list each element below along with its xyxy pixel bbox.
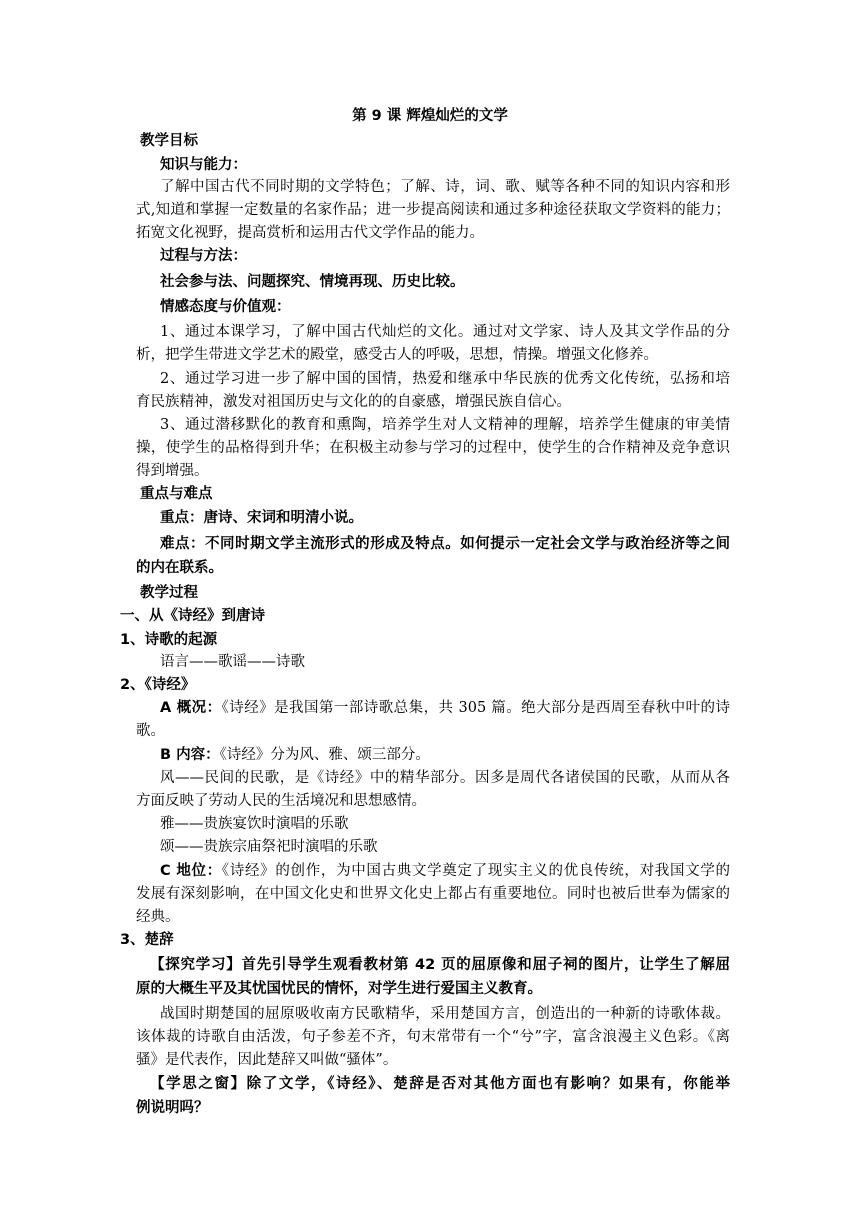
hard-point-line-2: 的内在联系。 <box>136 560 223 576</box>
hard-point-line-1 <box>160 534 730 554</box>
explore-line-1: 【探究学习】首先引导学生观看教材第 42 页的屈原像和屈子祠的图片，让学生了解屈 <box>150 957 730 973</box>
chuci-line-3: 骚》是代表作，因此楚辞又叫做“骚体”。 <box>136 1052 398 1068</box>
knowledge-heading: 知识与能力： <box>160 157 247 173</box>
chuci-line-1: 战国时期楚国的屈原吸收南方民歌精华，采用楚国方言，创造出的一种新的诗歌体裁。 <box>160 1006 730 1022</box>
shijing-status-text-1: 《诗经》的创作，为中国古典文学奠定了现实主义的优良传统，对我国文学的 <box>221 863 730 879</box>
subsection-3-heading: 3、楚辞 <box>120 932 174 948</box>
key-point-label: 重点： <box>160 510 204 526</box>
knowledge-line-2: 式,知道和掌握一定数量的名家作品；进一步提高阅读和通过多种途径获取文学资料的能力； <box>136 202 730 218</box>
feng-line-2: 方面反映了劳动人民的生活境况和思想感情。 <box>136 793 426 809</box>
shijing-overview-line-1 <box>160 698 730 718</box>
hard-point-label: 难点： <box>160 536 206 552</box>
feng-line-1: 风——民间的民歌，是《诗经》中的精华部分。因多是周代各诸侯国的民歌，从而从各 <box>160 770 730 786</box>
shijing-content-label: B 内容： <box>160 747 220 763</box>
key-point-line <box>160 508 363 528</box>
process-method-heading: 过程与方法： <box>160 248 247 264</box>
key-point-text: 唐诗、宋词和明清小说。 <box>203 510 363 526</box>
knowledge-line-3: 拓宽文化视野，提高赏析和运用古代文学作品的能力。 <box>136 225 484 241</box>
shijing-overview-text-1: 《诗经》是我国第一部诗歌总集，共 305 篇。绝大部分是西周至春秋中叶的诗 <box>221 700 730 716</box>
shijing-status-line-2: 发展有深刻影响，在中国文化史和世界文化史上都占有重要地位。同时也被后世奉为儒家的 <box>136 886 730 902</box>
shijing-content-line <box>160 745 430 765</box>
explore-line-2: 原的大概生平及其忧国忧民的情怀，对学生进行爱国主义教育。 <box>136 981 542 997</box>
poetry-origin: 语言——歌谣——诗歌 <box>160 654 305 670</box>
shijing-status-label: C 地位： <box>160 863 222 879</box>
subsection-1-heading: 1、诗歌的起源 <box>120 632 218 648</box>
shijing-overview-line-2: 歌。 <box>136 723 165 739</box>
emotion-p2-line-1: 2、通过学习进一步了解中国的国情，热爱和继承中华民族的优秀文化传统，弘扬和培 <box>160 371 730 387</box>
page-title: 第 9 课 辉煌灿烂的文学 <box>352 108 508 124</box>
key-points-heading: 重点与难点 <box>140 486 213 502</box>
emotion-p3-line-1: 3、通过潜移默化的教育和熏陶，培养学生对人文精神的理解，培养学生健康的审美情 <box>160 417 730 433</box>
emotion-p3-line-3: 得到增强。 <box>136 463 209 479</box>
emotion-heading: 情感态度与价值观： <box>160 299 291 315</box>
shijing-status-line-1 <box>160 861 730 881</box>
subsection-2-heading: 2、《诗经》 <box>120 677 196 693</box>
chuci-line-2: 该体裁的诗歌自由活泼，句子参差不齐，句末常带有一个“兮”字，富含浪漫主义色彩。《离 <box>136 1029 730 1045</box>
emotion-p3-line-2: 操，使学生的品格得到升华；在积极主动参与学习的过程中，使学生的合作精神及竞争意识 <box>136 440 730 456</box>
shijing-overview-label: A 概况： <box>160 700 222 716</box>
shijing-content-text: 《诗经》分为风、雅、颂三部分。 <box>219 747 430 763</box>
teaching-process-heading: 教学过程 <box>140 585 198 601</box>
emotion-p1-line-1: 1、通过本课学习，了解中国古代灿烂的文化。通过对文学家、诗人及其文学作品的分 <box>160 324 730 340</box>
section-1-heading: 一、从《诗经》到唐诗 <box>120 608 265 624</box>
think-line-2: 例说明吗？ <box>136 1100 209 1116</box>
emotion-p2-line-2: 育民族精神，激发对祖国历史与文化的的自豪感，增强民族自信心。 <box>136 394 571 410</box>
shijing-status-line-3: 经典。 <box>136 909 180 925</box>
emotion-p1-line-2: 析，把学生带进文学艺术的殿堂，感受古人的呼吸，思想，情操。增强文化修养。 <box>136 347 658 363</box>
knowledge-line-1: 了解中国古代不同时期的文学特色；了解、诗，词、歌、赋等各种不同的知识内容和形 <box>160 179 730 195</box>
ya-line: 雅——贵族宴饮时演唱的乐歌 <box>160 816 349 832</box>
process-method-text: 社会参与法、问题探究、情境再现、历史比较。 <box>160 274 465 290</box>
think-line-1: 【学思之窗】除了文学，《诗经》、楚辞是否对其他方面也有影响？如果有，你能举 <box>150 1076 730 1092</box>
hard-point-text-1: 不同时期文学主流形式的形成及特点。如何提示一定社会文学与政治经济等之间 <box>205 536 731 552</box>
goals-heading: 教学目标 <box>140 133 198 149</box>
song-line: 颂——贵族宗庙祭祀时演唱的乐歌 <box>160 839 378 855</box>
